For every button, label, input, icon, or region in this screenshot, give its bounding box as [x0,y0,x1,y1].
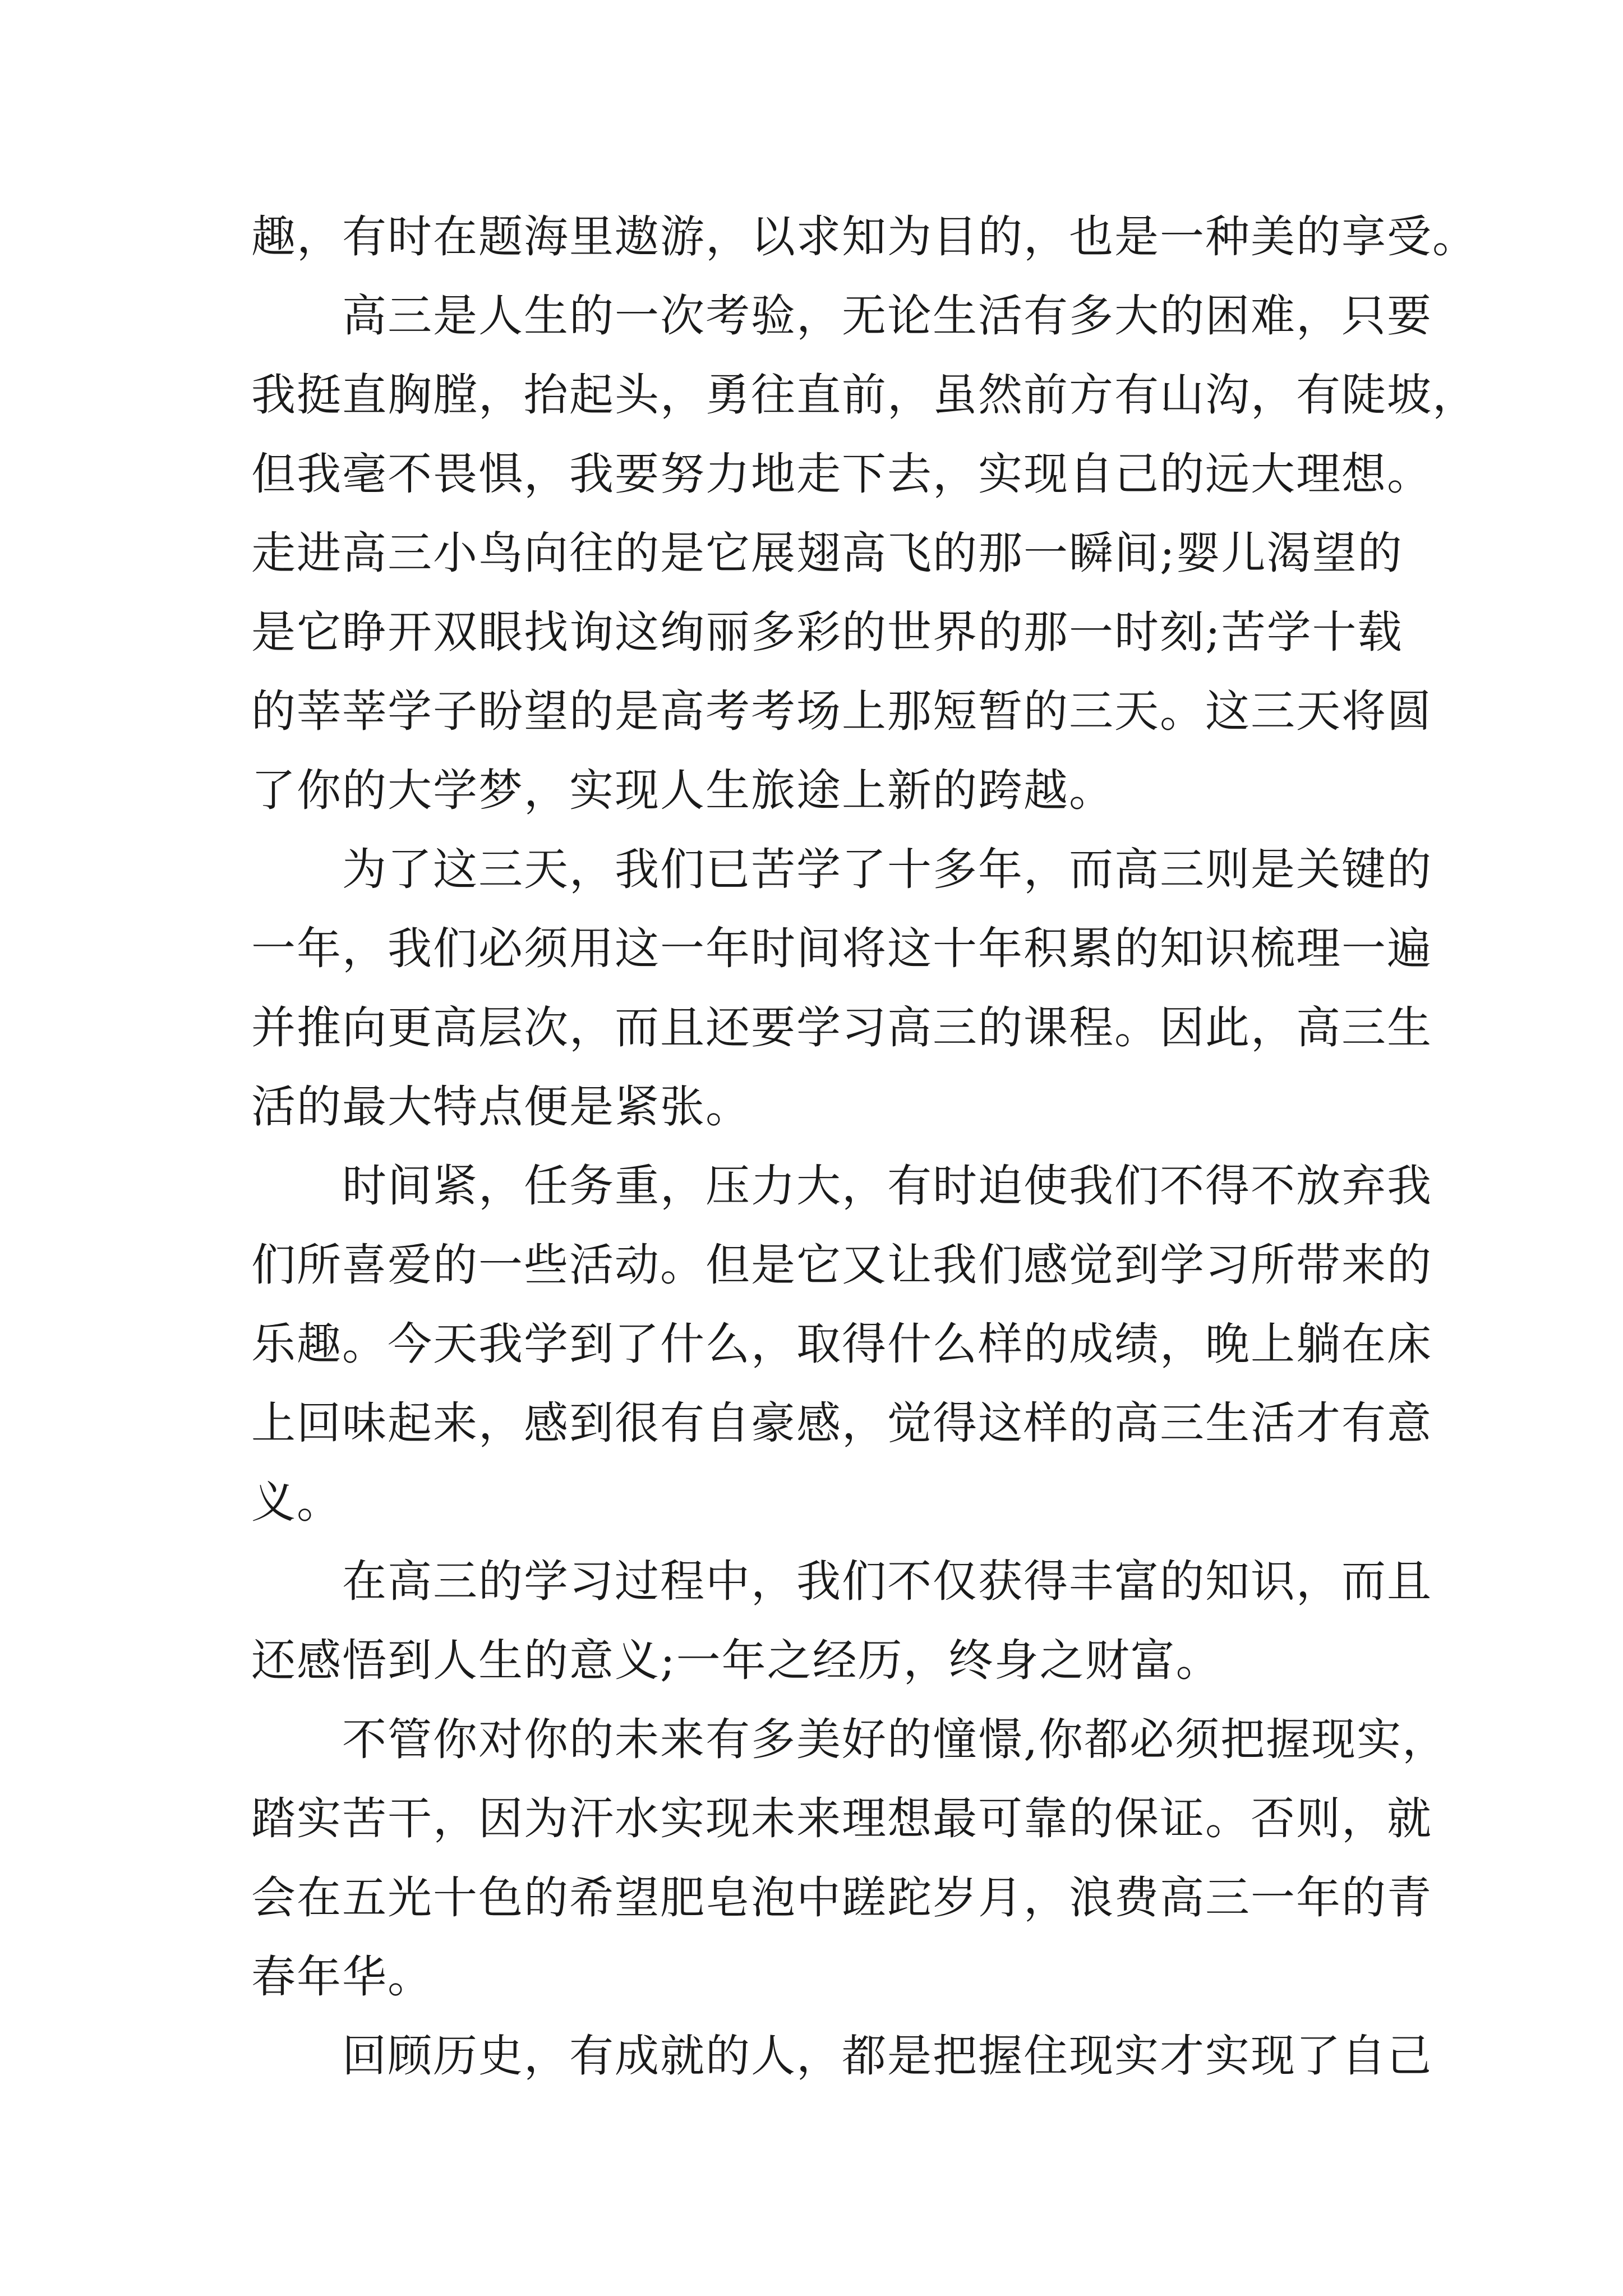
text-line: 的莘莘学子盼望的是高考考场上那短暂的三天。这三天将圆 [251,685,1432,737]
body-text [251,197,1478,2096]
text-line: 时间紧，任务重，压力大，有时迫使我们不得不放弃我 [342,1160,1432,1212]
text-line: 们所喜爱的一些活动。但是它又让我们感觉到学习所带来的 [251,1239,1432,1291]
text-line: 但我毫不畏惧，我要努力地走下去，实现自己的远大理想。 [251,448,1432,500]
text-line: 踏实苦干，因为汗水实现未来理想最可靠的保证。否则，就 [251,1793,1432,1844]
text-line: 义。 [251,1476,342,1528]
text-line: 趣，有时在题海里遨游，以求知为目的，也是一种美的享受。 [251,211,1478,263]
text-line: 高三是人生的一次考验，无论生活有多大的困难，只要 [342,290,1432,342]
text-line: 不管你对你的未来有多美好的憧憬,你都必须把握现实， [342,1714,1448,1765]
text-line: 活的最大特点便是紧张。 [251,1081,751,1133]
text-line: 会在五光十色的希望肥皂泡中蹉跎岁月，浪费高三一年的青 [251,1872,1432,1924]
text-line: 上回味起来，感到很有自豪感，觉得这样的高三生活才有意 [251,1397,1432,1449]
text-line: 春年华。 [251,1951,433,2003]
text-line: 乐趣。今天我学到了什么，取得什么样的成绩，晚上躺在床 [251,1318,1432,1370]
text-line: 走进高三小鸟向往的是它展翅高飞的那一瞬间;婴儿渴望的 [251,527,1403,579]
text-line: 在高三的学习过程中，我们不仅获得丰富的知识，而且 [342,1556,1432,1607]
text-line: 了你的大学梦，实现人生旅途上新的跨越。 [251,765,1114,816]
text-line: 还感悟到人生的意义;一年之经历，终身之财富。 [251,1635,1221,1686]
text-line: 为了这三天，我们已苦学了十多年，而高三则是关键的 [342,844,1432,895]
text-line: 回顾历史，有成就的人，都是把握住现实才实现了自己 [342,2030,1432,2082]
text-line: 是它睁开双眼找询这绚丽多彩的世界的那一时刻;苦学十载 [251,606,1403,658]
text-line: 一年，我们必须用这一年时间将这十年积累的知识梳理一遍 [251,923,1432,974]
text-line: 并推向更高层次，而且还要学习高三的课程。因此，高三生 [251,1002,1432,1053]
text-line: 我挺直胸膛，抬起头，勇往直前，虽然前方有山沟，有陡坡， [251,369,1478,421]
